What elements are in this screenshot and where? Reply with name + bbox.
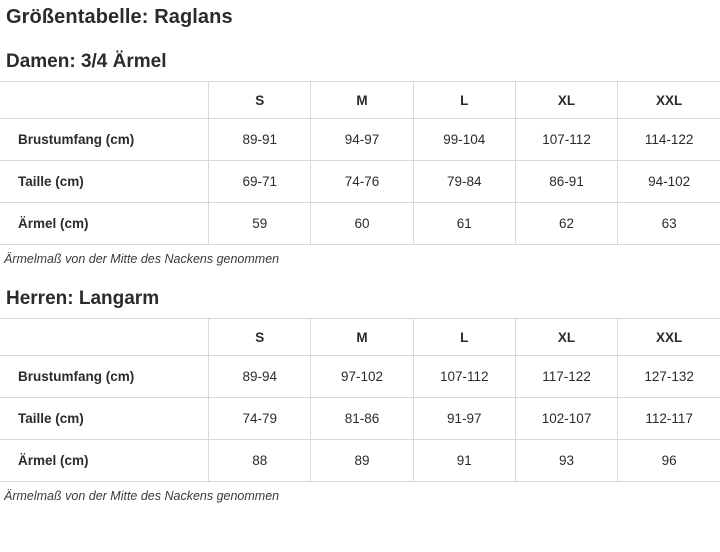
cell-waist-l: 91-97 (413, 398, 515, 440)
size-table-mens (0, 318, 720, 482)
table-row (0, 398, 720, 440)
cell-chest-xxl: 127-132 (618, 356, 720, 398)
column-header-xl: XL (515, 319, 617, 356)
table-row (0, 119, 720, 161)
table-row (0, 440, 720, 482)
cell-chest-xl: 107-112 (515, 119, 617, 161)
section-heading: Damen: 3/4 Ärmel (6, 51, 167, 72)
cell-sleeve-l: 91 (413, 440, 515, 482)
cell-waist-m: 74-76 (311, 161, 413, 203)
page-title: Größentabelle: Raglans (6, 6, 233, 28)
column-header-corner (0, 319, 209, 356)
column-header-l: L (413, 82, 515, 119)
column-header-l: L (413, 319, 515, 356)
cell-chest-s: 89-94 (209, 356, 311, 398)
cell-sleeve-s: 88 (209, 440, 311, 482)
row-label-sleeve: Ärmel (cm) (0, 203, 209, 245)
cell-waist-xl: 86-91 (515, 161, 617, 203)
table-row (0, 203, 720, 245)
row-label-waist: Taille (cm) (0, 398, 209, 440)
cell-chest-xl: 117-122 (515, 356, 617, 398)
table-row (0, 161, 720, 203)
cell-sleeve-xxl: 63 (618, 203, 720, 245)
column-header-corner (0, 82, 209, 119)
cell-waist-xxl: 94-102 (618, 161, 720, 203)
row-label-sleeve: Ärmel (cm) (0, 440, 209, 482)
cell-chest-m: 94-97 (311, 119, 413, 161)
cell-chest-s: 89-91 (209, 119, 311, 161)
cell-chest-m: 97-102 (311, 356, 413, 398)
column-header-xl: XL (515, 82, 617, 119)
table-header-row (0, 82, 720, 119)
table-header-row (0, 319, 720, 356)
footnote-womens: Ärmelmaß von der Mitte des Nackens genommen (4, 252, 280, 266)
size-table-womens (0, 81, 720, 245)
cell-sleeve-xxl: 96 (618, 440, 720, 482)
row-label-waist: Taille (cm) (0, 161, 209, 203)
cell-waist-s: 69-71 (209, 161, 311, 203)
table-row (0, 356, 720, 398)
row-label-chest: Brustumfang (cm) (0, 356, 209, 398)
column-header-xxl: XXL (618, 82, 720, 119)
column-header-m: M (311, 82, 413, 119)
cell-sleeve-l: 61 (413, 203, 515, 245)
section-womens (0, 29, 720, 266)
cell-chest-xxl: 114-122 (618, 119, 720, 161)
section-mens (0, 266, 720, 503)
column-header-m: M (311, 319, 413, 356)
cell-sleeve-m: 60 (311, 203, 413, 245)
column-header-s: S (209, 319, 311, 356)
column-header-xxl: XXL (618, 319, 720, 356)
section-heading: Herren: Langarm (6, 288, 160, 309)
cell-chest-l: 99-104 (413, 119, 515, 161)
cell-waist-m: 81-86 (311, 398, 413, 440)
column-header-s: S (209, 82, 311, 119)
cell-sleeve-s: 59 (209, 203, 311, 245)
cell-waist-s: 74-79 (209, 398, 311, 440)
cell-sleeve-xl: 93 (515, 440, 617, 482)
cell-sleeve-xl: 62 (515, 203, 617, 245)
cell-sleeve-m: 89 (311, 440, 413, 482)
cell-waist-xl: 102-107 (515, 398, 617, 440)
footnote-mens: Ärmelmaß von der Mitte des Nackens genommen (4, 489, 280, 503)
cell-waist-xxl: 112-117 (618, 398, 720, 440)
row-label-chest: Brustumfang (cm) (0, 119, 209, 161)
cell-chest-l: 107-112 (413, 356, 515, 398)
cell-waist-l: 79-84 (413, 161, 515, 203)
